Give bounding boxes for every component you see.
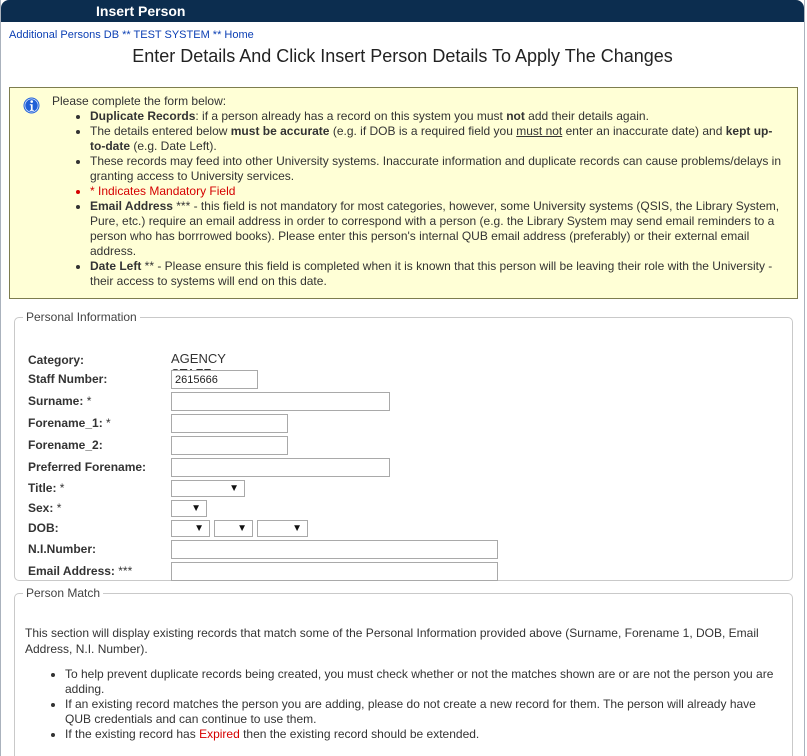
breadcrumb [9,29,804,41]
forename2-label: Forename_2: [28,438,103,452]
breadcrumb-link[interactable]: Additional Persons DB ** TEST SYSTEM ** Home [9,29,254,41]
personal-information-section [14,310,793,581]
forename1-input[interactable] [171,414,288,433]
chevron-down-icon: ▼ [194,523,204,534]
chevron-down-icon: ▼ [237,523,247,534]
personal-information-legend: Personal Information [26,310,137,324]
page-title: Enter Details And Click Insert Person Details To Apply The Changes [132,46,673,66]
notice-list [52,109,787,289]
ni-number-input[interactable] [171,540,498,559]
person-match-list [25,667,785,742]
notice-intro: Please complete the form below: [52,94,227,108]
dob-month-select[interactable] [214,520,253,537]
ni-number-label: N.I.Number: [28,542,97,556]
notice-item-feeds: • These records may feed into other University systems. Inaccurate information and duplicate records can cause problems/delays in granting access to University services. [90,154,787,184]
info-icon [23,97,40,114]
forename2-input[interactable] [171,436,288,455]
forename1-label: Forename_1: * [28,416,111,430]
sex-label: Sex: * [28,501,62,515]
notice-item-email: • Email Address *** - this field is not mandatory for most categories, however, some University systems (QSIS, the Library System, Pure, etc.) require an email address in order to correspond with a person (e.g. the Library System may send email reminders to a person who has borrrowed books). Please enter this person's internal QUB email address (preferably) or their external email address. [90,199,787,259]
list-item: • If an existing record matches the person you are adding, please do not create a new record for them. The person will already have QUB credentials and can continue to use them. [65,697,785,727]
preferred-forename-label: Preferred Forename: [28,460,147,474]
window-title: Insert Person [1,0,804,22]
email-input[interactable] [171,562,498,581]
surname-input[interactable] [171,392,390,411]
title-label: Title: * [28,481,65,495]
category-label: Category: [28,353,85,367]
notice-item-mandatory: • * Indicates Mandatory Field [90,184,787,199]
title-select[interactable] [171,480,245,497]
staff-number-label: Staff Number: [28,372,108,386]
person-match-legend: Person Match [26,586,101,600]
info-notice [9,87,798,299]
notice-item-date-left: • Date Left ** - Please ensure this field is completed when it is known that this person will be leaving their role with the University - their access to systems will end on this date. [90,259,787,289]
chevron-down-icon: ▼ [229,483,239,494]
staff-number-input[interactable] [171,370,258,389]
person-match-description: This section will display existing records that match some of the Personal Information provided above (Surname, Forename 1, DOB, Email Address, N.I. Number). [25,626,759,656]
sex-select[interactable] [171,500,207,517]
person-match-section [14,586,793,756]
expired-text: Expired [199,727,240,741]
dob-year-select[interactable] [257,520,308,537]
email-label: Email Address: *** [28,564,133,578]
list-item: • To help prevent duplicate records being created, you must check whether or not the matches shown are or are not the person you are adding. [65,667,785,697]
notice-item-duplicates: • Duplicate Records: if a person already has a record on this system you must not add their details again. [90,109,787,124]
chevron-down-icon: ▼ [292,523,302,534]
surname-label: Surname: * [28,394,92,408]
category-value: AGENCY [171,351,226,366]
chevron-down-icon: ▼ [191,503,201,514]
dob-day-select[interactable] [171,520,210,537]
preferred-forename-input[interactable] [171,458,390,477]
dob-label: DOB: [28,521,59,535]
list-item: • If the existing record has Expired then the existing record should be extended. [65,727,785,742]
notice-item-accuracy: • The details entered below must be accurate (e.g. if DOB is a required field you must not enter an inaccurate date) and kept up-to-date (e.g. Date Left). [90,124,787,154]
